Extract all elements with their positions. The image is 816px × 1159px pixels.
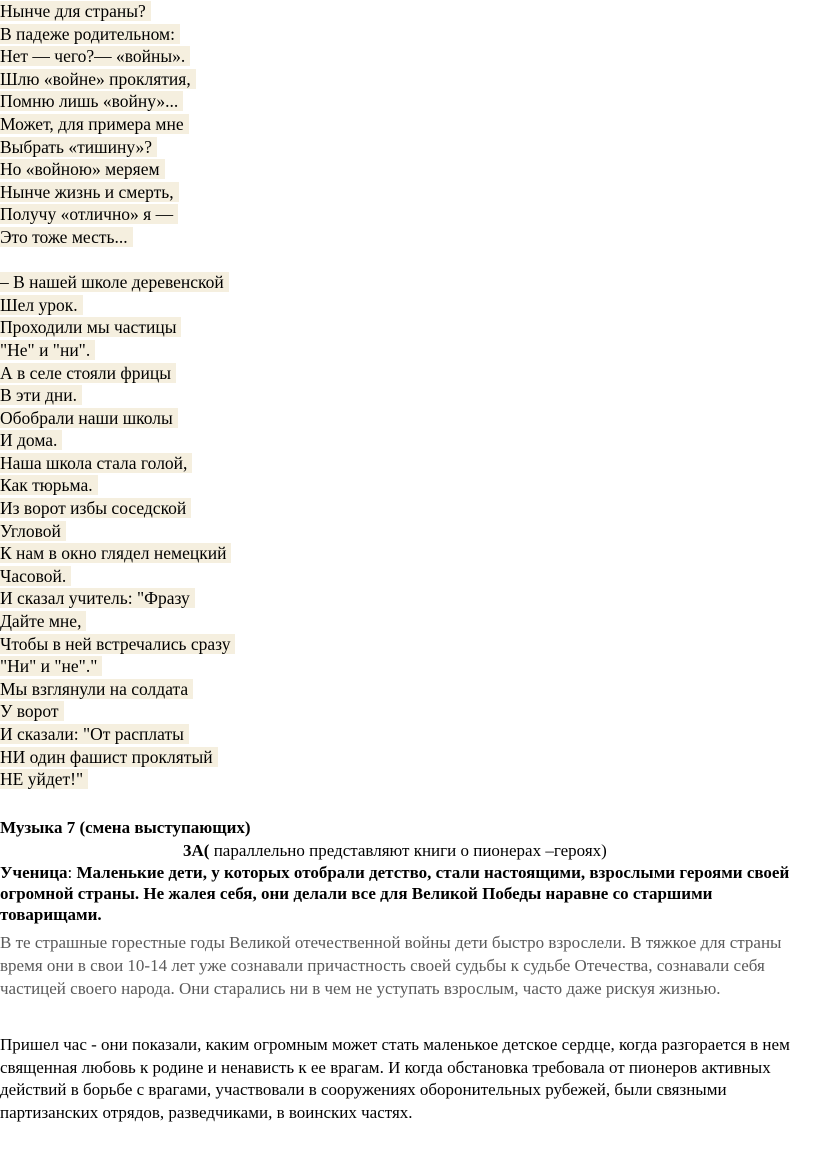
poem-line-text: Это тоже месть... [0, 227, 133, 247]
poem-line-text: Получу «отлично» я — [0, 204, 178, 224]
poem-line [0, 700, 235, 723]
poem-line [0, 565, 235, 588]
poem-line [0, 746, 235, 769]
poem-line [0, 587, 235, 610]
class-intro-line [183, 841, 607, 861]
poem-line-text: Нет — чего?— «войны». [0, 46, 190, 66]
poem-line [0, 226, 235, 249]
poem-line [0, 271, 235, 294]
poem-line-text: Часовой. [0, 566, 71, 586]
poem-line [0, 23, 235, 46]
poem-line-text: Шлю «войне» проклятия, [0, 69, 196, 89]
poem-line-text: Наша школа стала голой, [0, 453, 192, 473]
poem-line-text: А в селе стояли фрицы [0, 363, 176, 383]
poem-line-text: Обобрали наши школы [0, 408, 178, 428]
pupil-label: Ученица [0, 863, 68, 882]
poem-line-text: НИ один фашист проклятый [0, 747, 218, 767]
poem-line [0, 633, 235, 656]
final-paragraph: Пришел час - они показали, каким огромным может стать маленькое детское сердце, когда разгорается в нем священная любовь к родине и ненависть к ее врагам. И когда обстановка требовала от пионеров активных действий в борьбе с врагами, участвовали в сооружениях оборонительных рубежей, были связными партизанских отрядов, разведчиками, в воинских частях. [0, 1035, 790, 1122]
poem-line-text: К нам в окно глядел немецкий [0, 543, 231, 563]
poem-line [0, 181, 235, 204]
poem-line [0, 68, 235, 91]
poem-line [0, 452, 235, 475]
poem-line-text: Шел урок. [0, 295, 83, 315]
poem-line-text: Нынче для страны? [0, 1, 151, 21]
poem-line-text: И сказали: "От расплаты [0, 724, 189, 744]
poem-line [0, 429, 235, 452]
pupil-paragraph [0, 862, 810, 925]
poem-line [0, 158, 235, 181]
poem-line [0, 497, 235, 520]
poem-stanza-2 [0, 271, 235, 791]
music-heading: Музыка 7 (смена выступающих) [0, 818, 251, 837]
poem-line-text: И дома. [0, 430, 62, 450]
poem-line [0, 362, 235, 385]
poem-line-text: НЕ уйдет!" [0, 769, 88, 789]
poem-line-text: "Не" и "ни". [0, 340, 95, 360]
poem-line-text: Чтобы в ней встречались сразу [0, 634, 235, 654]
poem-line-text: "Ни" и "не"." [0, 656, 102, 676]
poem-line [0, 610, 235, 633]
poem-line [0, 655, 235, 678]
poem-line [0, 339, 235, 362]
pupil-colon: : [67, 863, 77, 882]
poem-line [0, 113, 235, 136]
poem-line-text: Дайте мне, [0, 611, 86, 631]
poem-line-text: Нынче жизнь и смерть, [0, 182, 179, 202]
stanza-gap [0, 249, 235, 272]
poem-line [0, 203, 235, 226]
poem-line-text: Угловой [0, 521, 66, 541]
poem-line-text: Как тюрьма. [0, 475, 98, 495]
poem-line-text: Может, для примера мне [0, 114, 189, 134]
poem-line-text: И сказал учитель: "Фразу [0, 588, 195, 608]
poem-line [0, 407, 235, 430]
poem-line-text: Выбрать «тишину»? [0, 137, 157, 157]
poem-line [0, 542, 235, 565]
pupil-text: Маленькие дети, у которых отобрали детство, стали настоящими, взрослыми героями своей огромной страны. Не жалея себя, они делали все для Великой Победы наравне со старшими товарищами. [0, 863, 790, 924]
poem-line [0, 316, 235, 339]
poem-line-text: Но «войною» меряем [0, 159, 165, 179]
poem-line [0, 45, 235, 68]
poem-line [0, 474, 235, 497]
poem-line-text: У ворот [0, 701, 64, 721]
poem-line-text: – В нашей школе деревенской [0, 272, 229, 292]
poem-line [0, 520, 235, 543]
poem-line-text: Помню лишь «войну»... [0, 91, 183, 111]
class-label: 3А( [183, 841, 210, 860]
poem-line [0, 90, 235, 113]
poem-line [0, 136, 235, 159]
poem-line [0, 723, 235, 746]
poem-stanza-1 [0, 0, 235, 249]
poem-line [0, 678, 235, 701]
poem-line [0, 768, 235, 791]
poem-line-text: Из ворот избы соседской [0, 498, 191, 518]
poem-line-text: В падеже родительном: [0, 24, 180, 44]
poem-line-text: Мы взглянули на солдата [0, 679, 193, 699]
poem-line-text: Проходили мы частицы [0, 317, 181, 337]
class-intro-text: параллельно представляют книги о пионерах –героях) [209, 841, 607, 860]
grey-paragraph: В те страшные горестные годы Великой отечественной войны дети быстро взрослели. В тяжкое для страны время они в свои 10-14 лет уже сознавали причастность своей судьбы к судьбе Отечества, сознавали себя частицей своего народа. Они старались ни в чем не уступать взрослым, часто даже рискуя жизнью. [0, 933, 782, 998]
poem-line [0, 294, 235, 317]
poem-line [0, 384, 235, 407]
poem-line [0, 0, 235, 23]
poem [0, 0, 235, 791]
poem-line-text: В эти дни. [0, 385, 82, 405]
